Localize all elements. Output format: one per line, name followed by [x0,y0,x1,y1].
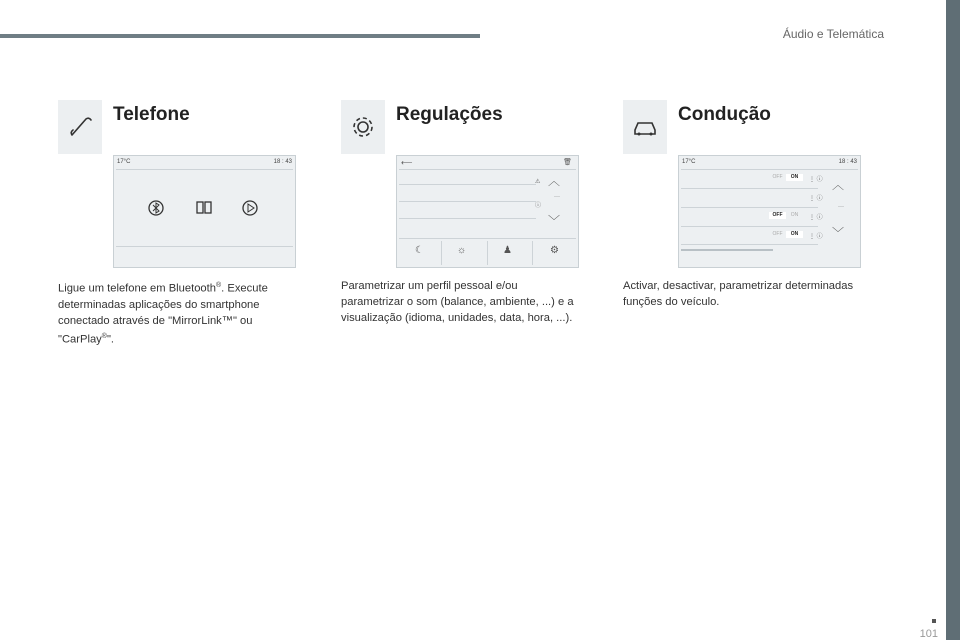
trash-icon[interactable]: 🗑 [563,159,572,166]
warning-icon: ⚠ [535,179,541,185]
section-title: Condução [678,104,771,125]
car-icon [623,100,667,154]
info-icon: ⓘ [535,203,542,209]
section-description: Ligue um telefone em Bluetooth®. Execute determinadas aplicações do smartphone conectado através de "MirrorLink™" ou "CarPlay®". [58,282,268,346]
temp-readout: 17°C [682,159,696,165]
more-icon: ··· [554,194,560,200]
scroll-down-icon[interactable]: ﹀ [548,214,561,228]
play-icon[interactable] [240,198,260,220]
toggle-switch[interactable]: OFF ON [769,174,803,181]
settings-screen [396,155,579,268]
clock-readout: 18 : 43 [273,159,292,165]
header-bar [0,34,480,38]
section-description: Parametrizar um perfil pessoal e/ou parametrizar o som (balance, ambiente, ...) e a visualização (idioma, unidades, data, hora, ...). [341,280,574,324]
phone-screen [113,155,296,268]
profile-icon[interactable]: ♟ [503,245,512,256]
section-title: Telefone [113,104,190,125]
mirror-screen-icon[interactable] [194,198,214,220]
info-icon[interactable]: ⋮ ⓘ [809,234,823,240]
info-icon[interactable]: ⋮ ⓘ [809,196,823,202]
info-icon[interactable]: ⋮ ⓘ [809,215,823,221]
phone-icon [58,100,102,154]
section-description: Activar, desactivar, parametrizar determinadas funções do veículo. [623,280,854,308]
section-title: Regulações [396,104,503,125]
scroll-up-icon[interactable]: ︿ [832,178,845,192]
scroll-down-icon[interactable]: ﹀ [832,226,845,240]
toggle-switch[interactable]: OFF ON [769,212,803,219]
info-icon[interactable]: ⋮ ⓘ [809,177,823,183]
toggle-switch[interactable]: OFF ON [769,231,803,238]
bluetooth-icon[interactable] [146,198,166,220]
scroll-up-icon[interactable]: ︿ [548,174,561,188]
side-strip [946,0,960,640]
page-dot [932,619,936,623]
brightness-icon[interactable]: ☼ [457,245,467,256]
driving-screen [678,155,861,268]
back-arrow-icon[interactable]: ⟵ [401,158,413,167]
page-number: 101 [919,628,938,640]
header-title: Áudio e Telemática [782,27,884,41]
clock-readout: 18 : 43 [838,159,857,165]
settings-gear-icon[interactable]: ⚙ [550,245,559,256]
scrollbar[interactable] [681,249,773,251]
temp-readout: 17°C [117,159,131,165]
night-mode-icon[interactable]: ☾ [415,245,424,256]
more-icon: ··· [838,204,844,210]
gear-icon [341,100,385,154]
